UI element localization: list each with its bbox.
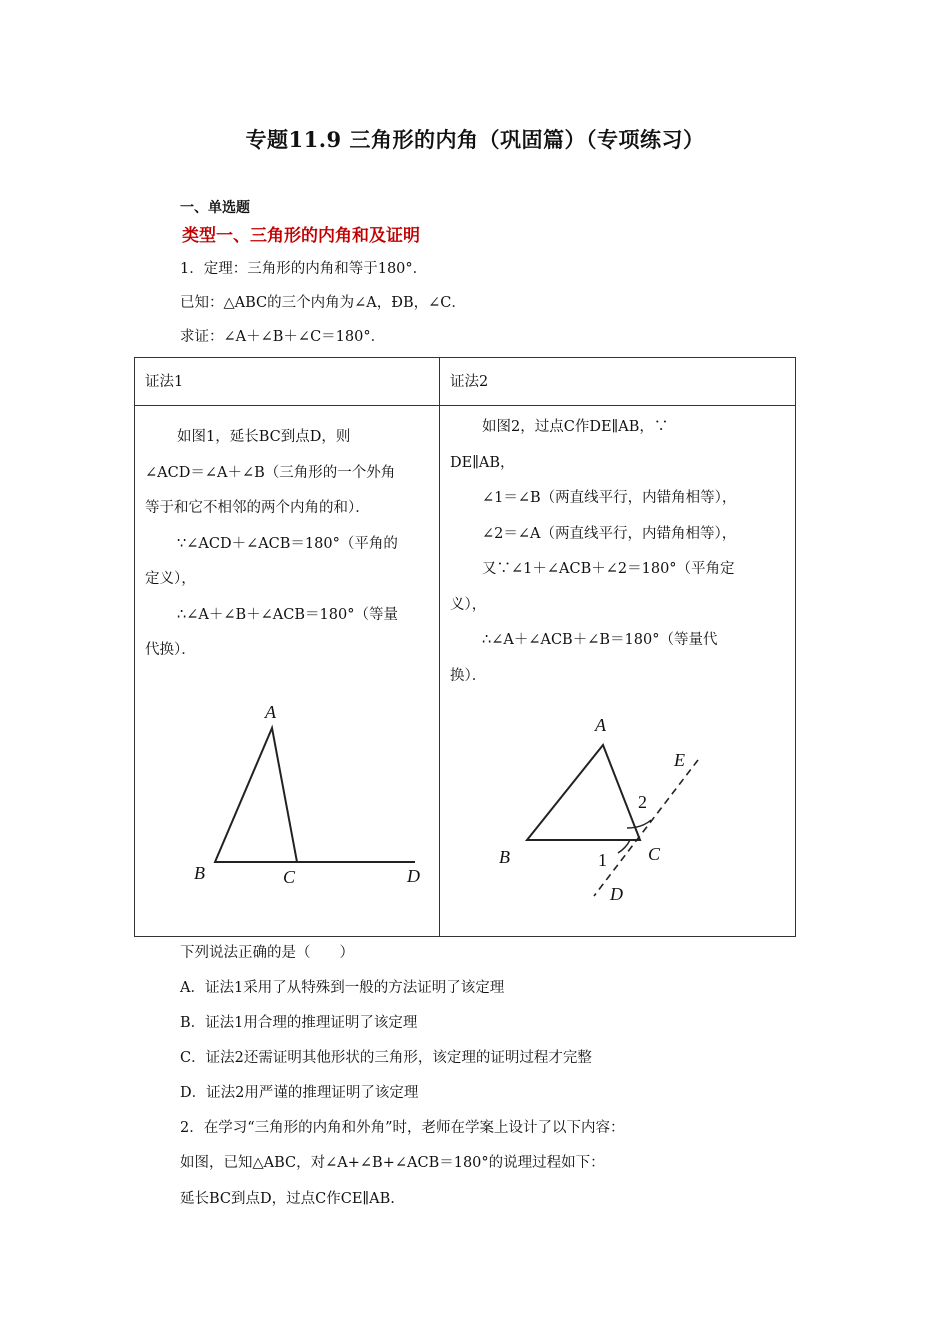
option-d[interactable]: D．证法2用严谨的推理证明了该定理	[180, 1085, 419, 1101]
fig2-angle-2: 2	[638, 792, 647, 812]
table-divider-vertical	[439, 358, 440, 936]
method2-line: ∴∠A＋∠ACB＋∠B＝180°（等量代	[482, 632, 718, 648]
figure-1	[185, 698, 435, 898]
type-heading: 类型一、三角形的内角和及证明	[182, 226, 420, 246]
fig2-label-b: B	[499, 847, 510, 867]
method2-line: ∠2＝∠A（两直线平行，内错角相等），	[482, 525, 737, 542]
fig2-label-a: A	[595, 715, 606, 735]
method1-line: 代换）．	[145, 642, 196, 658]
option-b[interactable]: B．证法1用合理的推理证明了该定理	[180, 1015, 418, 1031]
q2-intro: 2．在学习“三角形的内角和外角”时，老师在学案上设计了以下内容：	[180, 1120, 625, 1136]
method1-header: 证法1	[145, 374, 184, 390]
method2-line: 义），	[450, 596, 487, 613]
q1-given: 已知：△ABC的三个内角为∠A，ÐB，∠C．	[180, 295, 466, 311]
fig1-label-c: C	[283, 867, 296, 887]
fig2-label-c: C	[648, 844, 661, 864]
method1-line: 定义），	[145, 571, 196, 587]
option-c[interactable]: C．证法2还需证明其他形状的三角形，该定理的证明过程才完整	[180, 1050, 592, 1066]
method1-line: ∵∠ACD＋∠ACB＝180°（平角的	[177, 535, 398, 552]
method2-line: 如图2，过点C作DE∥AB，∵	[482, 419, 669, 435]
method1-text	[145, 420, 435, 669]
q2-construction: 延长BC到点D，过点C作CE∥AB.	[180, 1191, 395, 1207]
method1-line: ∴∠A＋∠B＋∠ACB＝180°（等量	[177, 606, 398, 623]
q1-prompt: 下列说法正确的是（ ）	[180, 945, 354, 961]
method1-line: 如图1，延长BC到点D，则	[177, 429, 351, 445]
fig1-label-d: D	[407, 866, 420, 886]
proof-table	[134, 357, 796, 937]
method1-line: 等于和它不相邻的两个内角的和）．	[145, 500, 370, 516]
fig2-label-e: E	[674, 750, 685, 770]
q1-prove: 求证：∠A＋∠B＋∠C＝180°．	[180, 329, 386, 345]
fig1-label-b: B	[194, 863, 205, 883]
method2-text	[450, 410, 790, 694]
option-a[interactable]: A．证法1采用了从特殊到一般的方法证明了该定理	[180, 980, 505, 996]
fig2-label-d: D	[610, 884, 623, 904]
method2-line: ∠1＝∠B（两直线平行，内错角相等），	[482, 490, 737, 506]
method2-line: 换）．	[450, 667, 487, 684]
table-divider-horizontal	[135, 405, 795, 406]
figure-2	[490, 708, 720, 908]
method1-line: ∠ACD＝∠A＋∠B（三角形的一个外角	[145, 464, 396, 481]
section-heading: 一、单选题	[180, 200, 250, 216]
q1-theorem: 1．定理：三角形的内角和等于180°．	[180, 261, 428, 277]
fig2-angle-1: 1	[598, 850, 607, 870]
q2-given: 如图，已知△ABC，对∠A+∠B+∠ACB＝180°的说理过程如下：	[180, 1155, 605, 1171]
method2-line: 又∵∠1＋∠ACB＋∠2＝180°（平角定	[482, 561, 735, 577]
page-title: 专题11.9 三角形的内角（巩固篇）（专项练习）	[245, 127, 705, 152]
method2-header: 证法2	[450, 374, 489, 390]
fig1-label-a: A	[265, 702, 276, 722]
method2-line: DE∥AB，	[450, 454, 515, 471]
